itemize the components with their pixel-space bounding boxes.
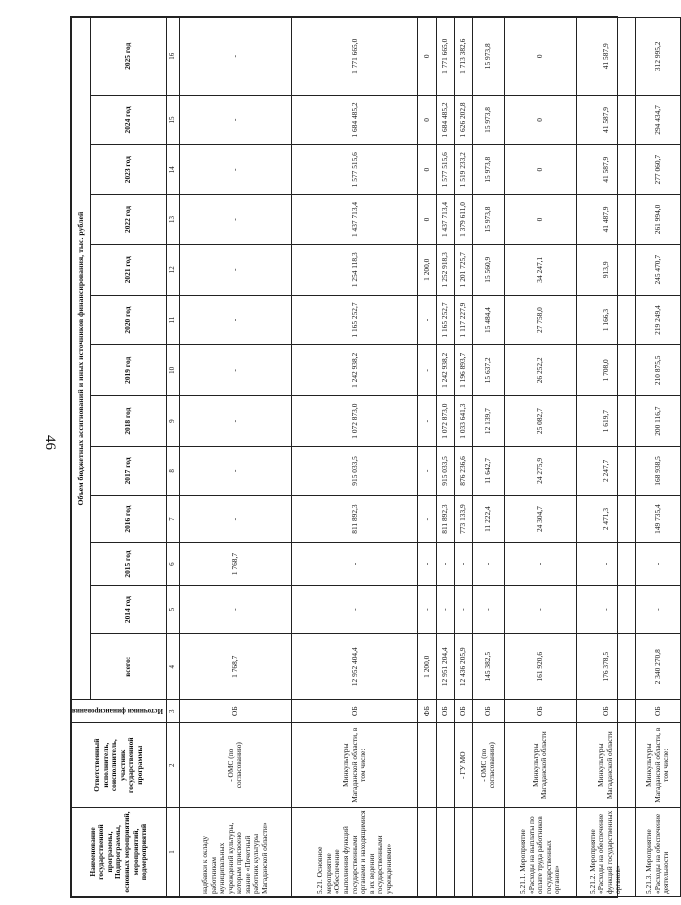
rotated-table-wrapper: [71, 17, 671, 897]
row-value: 1 379 611,0: [454, 195, 472, 245]
row-executor: - ОМС (по согласованию): [179, 723, 292, 808]
financing-table: [71, 17, 681, 897]
row-source: ОБ: [179, 700, 292, 723]
row-value: -: [418, 345, 436, 396]
row-name: [473, 808, 505, 897]
row-value: 11 222,4: [473, 495, 505, 543]
row-name: надбавки к окладу работникам муниципальных учреждений культуры, которым присвоено звание «Почетный работник культуры Магаданской области»: [179, 808, 292, 897]
row-value: 1 200,0: [418, 634, 436, 700]
row-value: 1 242 938,2: [292, 345, 418, 396]
row-value: -: [418, 447, 436, 496]
row-value: 1 165 252,7: [436, 295, 454, 345]
row-value: 12 952 404,4: [292, 634, 418, 700]
row-name: 5.21.2. Мероприятие «Расходы на обеспечение функций государственных органов»: [576, 808, 635, 897]
row-value: 41 587,9: [576, 18, 635, 96]
header-year: 2015 год: [91, 543, 167, 585]
row-value: 245 470,7: [635, 244, 680, 295]
table-row: [576, 18, 635, 897]
row-value: 1 577 515,6: [436, 145, 454, 195]
row-value: 312 995,2: [635, 18, 680, 96]
row-value: -: [179, 495, 292, 543]
page-number: 46: [42, 435, 58, 450]
row-value: 261 994,0: [635, 195, 680, 245]
row-value: -: [179, 447, 292, 496]
row-value: -: [179, 244, 292, 295]
column-number: 4: [166, 634, 179, 700]
header-year: 2025 год: [91, 18, 167, 96]
row-value: 0: [418, 18, 436, 96]
row-value: 2 247,7: [576, 447, 635, 496]
header-year: 2023 год: [91, 145, 167, 195]
row-executor: - ГУ МО: [454, 723, 472, 808]
row-value: 41 587,9: [576, 95, 635, 145]
row-value: 277 060,7: [635, 145, 680, 195]
row-value: 876 236,6: [454, 447, 472, 496]
row-value: 1 117 227,9: [454, 295, 472, 345]
row-value: 176 378,5: [576, 634, 635, 700]
header-funding-title: Объем бюджетных ассигнований и иных источников финансирования, тыс. рублей: [72, 18, 91, 700]
header-year: 2020 год: [91, 295, 167, 345]
row-value: 1 165 252,7: [292, 295, 418, 345]
row-value: -: [473, 585, 505, 634]
header-year: 2018 год: [91, 396, 167, 447]
row-value: 15 637,2: [473, 345, 505, 396]
row-value: -: [418, 543, 436, 585]
row-value: 15 973,8: [473, 145, 505, 195]
row-value: -: [504, 585, 576, 634]
row-value: 11 642,7: [473, 447, 505, 496]
row-value: -: [473, 543, 505, 585]
row-value: -: [179, 145, 292, 195]
row-name: 5.21.1. Мероприятие «Расходы на выплаты по оплате труда работников государственных органов»: [504, 808, 576, 897]
column-number: 15: [166, 95, 179, 145]
row-value: 1 771 665,0: [292, 18, 418, 96]
row-value: 1 072 873,0: [292, 396, 418, 447]
header-executor: Ответственный исполнитель, соисполнитель, участник государственной программы: [72, 723, 167, 808]
row-name: [436, 808, 454, 897]
row-value: -: [179, 585, 292, 634]
row-source: ОБ: [576, 700, 635, 723]
column-number: 9: [166, 396, 179, 447]
row-value: 15 973,8: [473, 195, 505, 245]
row-value: 1 166,3: [576, 295, 635, 345]
row-value: -: [418, 295, 436, 345]
row-source: ОБ: [292, 700, 418, 723]
row-value: 26 252,2: [504, 345, 576, 396]
row-value: 1 684 485,2: [292, 95, 418, 145]
row-value: 1 708,0: [576, 345, 635, 396]
row-value: 25 082,7: [504, 396, 576, 447]
row-name: [418, 808, 436, 897]
row-value: 915 033,5: [292, 447, 418, 496]
row-value: -: [418, 396, 436, 447]
row-value: 149 735,4: [635, 495, 680, 543]
row-value: 24 304,7: [504, 495, 576, 543]
row-value: 1 771 665,0: [436, 18, 454, 96]
header-year: 2017 год: [91, 447, 167, 496]
row-value: 0: [504, 145, 576, 195]
row-value: 200 116,7: [635, 396, 680, 447]
column-numbers-row: [166, 18, 179, 897]
column-number: 11: [166, 295, 179, 345]
row-value: -: [292, 585, 418, 634]
row-value: 24 275,9: [504, 447, 576, 496]
header-year: 2014 год: [91, 585, 167, 634]
column-number: 8: [166, 447, 179, 496]
row-value: 0: [504, 18, 576, 96]
row-value: -: [436, 585, 454, 634]
table-row: [454, 18, 472, 897]
column-number: 2: [166, 723, 179, 808]
row-value: 34 247,1: [504, 244, 576, 295]
row-value: 161 920,6: [504, 634, 576, 700]
row-value: -: [292, 543, 418, 585]
row-name: [454, 808, 472, 897]
row-value: 1 519 233,2: [454, 145, 472, 195]
row-value: 41 587,9: [576, 145, 635, 195]
row-value: -: [635, 543, 680, 585]
row-value: 0: [418, 95, 436, 145]
row-value: -: [179, 295, 292, 345]
row-value: -: [436, 543, 454, 585]
row-value: 145 382,5: [473, 634, 505, 700]
row-value: 15 973,8: [473, 18, 505, 96]
row-source: ОБ: [473, 700, 505, 723]
row-value: 12 951 204,4: [436, 634, 454, 700]
row-value: 1 252 918,3: [436, 244, 454, 295]
row-value: 1 254 118,3: [292, 244, 418, 295]
row-source: ОБ: [436, 700, 454, 723]
row-value: 1 072 873,0: [436, 396, 454, 447]
table-row: [292, 18, 418, 897]
row-executor: Минкультуры Магаданской области, в том числе:: [635, 723, 680, 808]
row-executor: - ОМС (по согласованию): [473, 723, 505, 808]
column-number: 1: [166, 808, 179, 897]
row-value: 811 892,3: [436, 495, 454, 543]
row-value: 913,9: [576, 244, 635, 295]
row-value: 41 487,9: [576, 195, 635, 245]
row-value: -: [179, 195, 292, 245]
row-value: 15 484,4: [473, 295, 505, 345]
row-value: 27 758,0: [504, 295, 576, 345]
row-value: 1 713 382,6: [454, 18, 472, 96]
column-number: 7: [166, 495, 179, 543]
row-value: 1 577 515,6: [292, 145, 418, 195]
row-value: 1 200,0: [418, 244, 436, 295]
row-value: 12 436 205,9: [454, 634, 472, 700]
row-value: 2 471,3: [576, 495, 635, 543]
header-year: всего:: [91, 634, 167, 700]
row-value: -: [635, 585, 680, 634]
table-row: [504, 18, 576, 897]
row-source: ОБ: [454, 700, 472, 723]
header-year: 2021 год: [91, 244, 167, 295]
row-value: 1 033 641,3: [454, 396, 472, 447]
row-value: 1 437 713,4: [436, 195, 454, 245]
table-row: [473, 18, 505, 897]
row-value: 0: [418, 145, 436, 195]
row-value: 15 560,9: [473, 244, 505, 295]
row-executor: Минкультуры Магаданской области, в том числе:: [292, 723, 418, 808]
row-value: 2 340 270,8: [635, 634, 680, 700]
table-row: [179, 18, 292, 897]
row-value: 1 768,7: [179, 634, 292, 700]
row-value: 1 619,7: [576, 396, 635, 447]
row-source: ОБ: [504, 700, 576, 723]
header-source: [72, 700, 167, 723]
row-value: 811 892,3: [292, 495, 418, 543]
column-number: 12: [166, 244, 179, 295]
document-sheet: [70, 16, 671, 898]
column-number: 14: [166, 145, 179, 195]
column-number: 10: [166, 345, 179, 396]
row-value: 915 033,5: [436, 447, 454, 496]
row-value: -: [179, 18, 292, 96]
column-number: 3: [166, 700, 179, 723]
column-number: 13: [166, 195, 179, 245]
column-number: 16: [166, 18, 179, 96]
row-value: 773 133,9: [454, 495, 472, 543]
row-value: -: [454, 585, 472, 634]
row-value: 294 434,7: [635, 95, 680, 145]
row-executor: [436, 723, 454, 808]
row-value: -: [179, 396, 292, 447]
row-value: -: [504, 543, 576, 585]
row-value: -: [576, 585, 635, 634]
row-executor: Минкультуры Магаданской области: [576, 723, 635, 808]
table-row: [418, 18, 436, 897]
row-value: 1 201 725,7: [454, 244, 472, 295]
row-value: 0: [504, 95, 576, 145]
row-value: 168 938,5: [635, 447, 680, 496]
row-source: ОБ: [635, 700, 680, 723]
row-name: 5.21. Основное мероприятие «Обеспечение выполнения функций государственными органами и находящимися в их ведении государственными учреждениями»: [292, 808, 418, 897]
row-value: 15 973,8: [473, 95, 505, 145]
table-row: [436, 18, 454, 897]
row-value: 0: [418, 195, 436, 245]
table-body: [179, 18, 680, 897]
table-row: [635, 18, 680, 897]
row-value: 1 684 485,2: [436, 95, 454, 145]
row-executor: [418, 723, 436, 808]
row-value: -: [179, 95, 292, 145]
row-value: -: [454, 543, 472, 585]
row-value: -: [418, 585, 436, 634]
row-value: 1 196 893,7: [454, 345, 472, 396]
header-year: 2019 год: [91, 345, 167, 396]
row-value: -: [576, 543, 635, 585]
header-year: 2022 год: [91, 195, 167, 245]
header-year: 2024 год: [91, 95, 167, 145]
row-value: 1 768,7: [179, 543, 292, 585]
header-source-label: Источники финансирования: [72, 707, 163, 716]
column-number: 5: [166, 585, 179, 634]
row-source: ФБ: [418, 700, 436, 723]
row-value: -: [418, 495, 436, 543]
row-value: 1 437 713,4: [292, 195, 418, 245]
row-value: 1 242 938,2: [436, 345, 454, 396]
row-name: 5.21.3. Мероприятие «Расходы на обеспечение деятельности: [635, 808, 680, 897]
row-value: 12 139,7: [473, 396, 505, 447]
row-value: 0: [504, 195, 576, 245]
row-value: -: [179, 345, 292, 396]
header-year: 2016 год: [91, 495, 167, 543]
header-name: Наименование государственной программы, Подпрограммы, основных мероприятий, мероприятий, подмероприятий: [72, 808, 167, 897]
row-value: 210 875,5: [635, 345, 680, 396]
row-value: 219 249,4: [635, 295, 680, 345]
row-value: 1 626 202,8: [454, 95, 472, 145]
column-number: 6: [166, 543, 179, 585]
row-executor: Минкультуры Магаданской области: [504, 723, 576, 808]
